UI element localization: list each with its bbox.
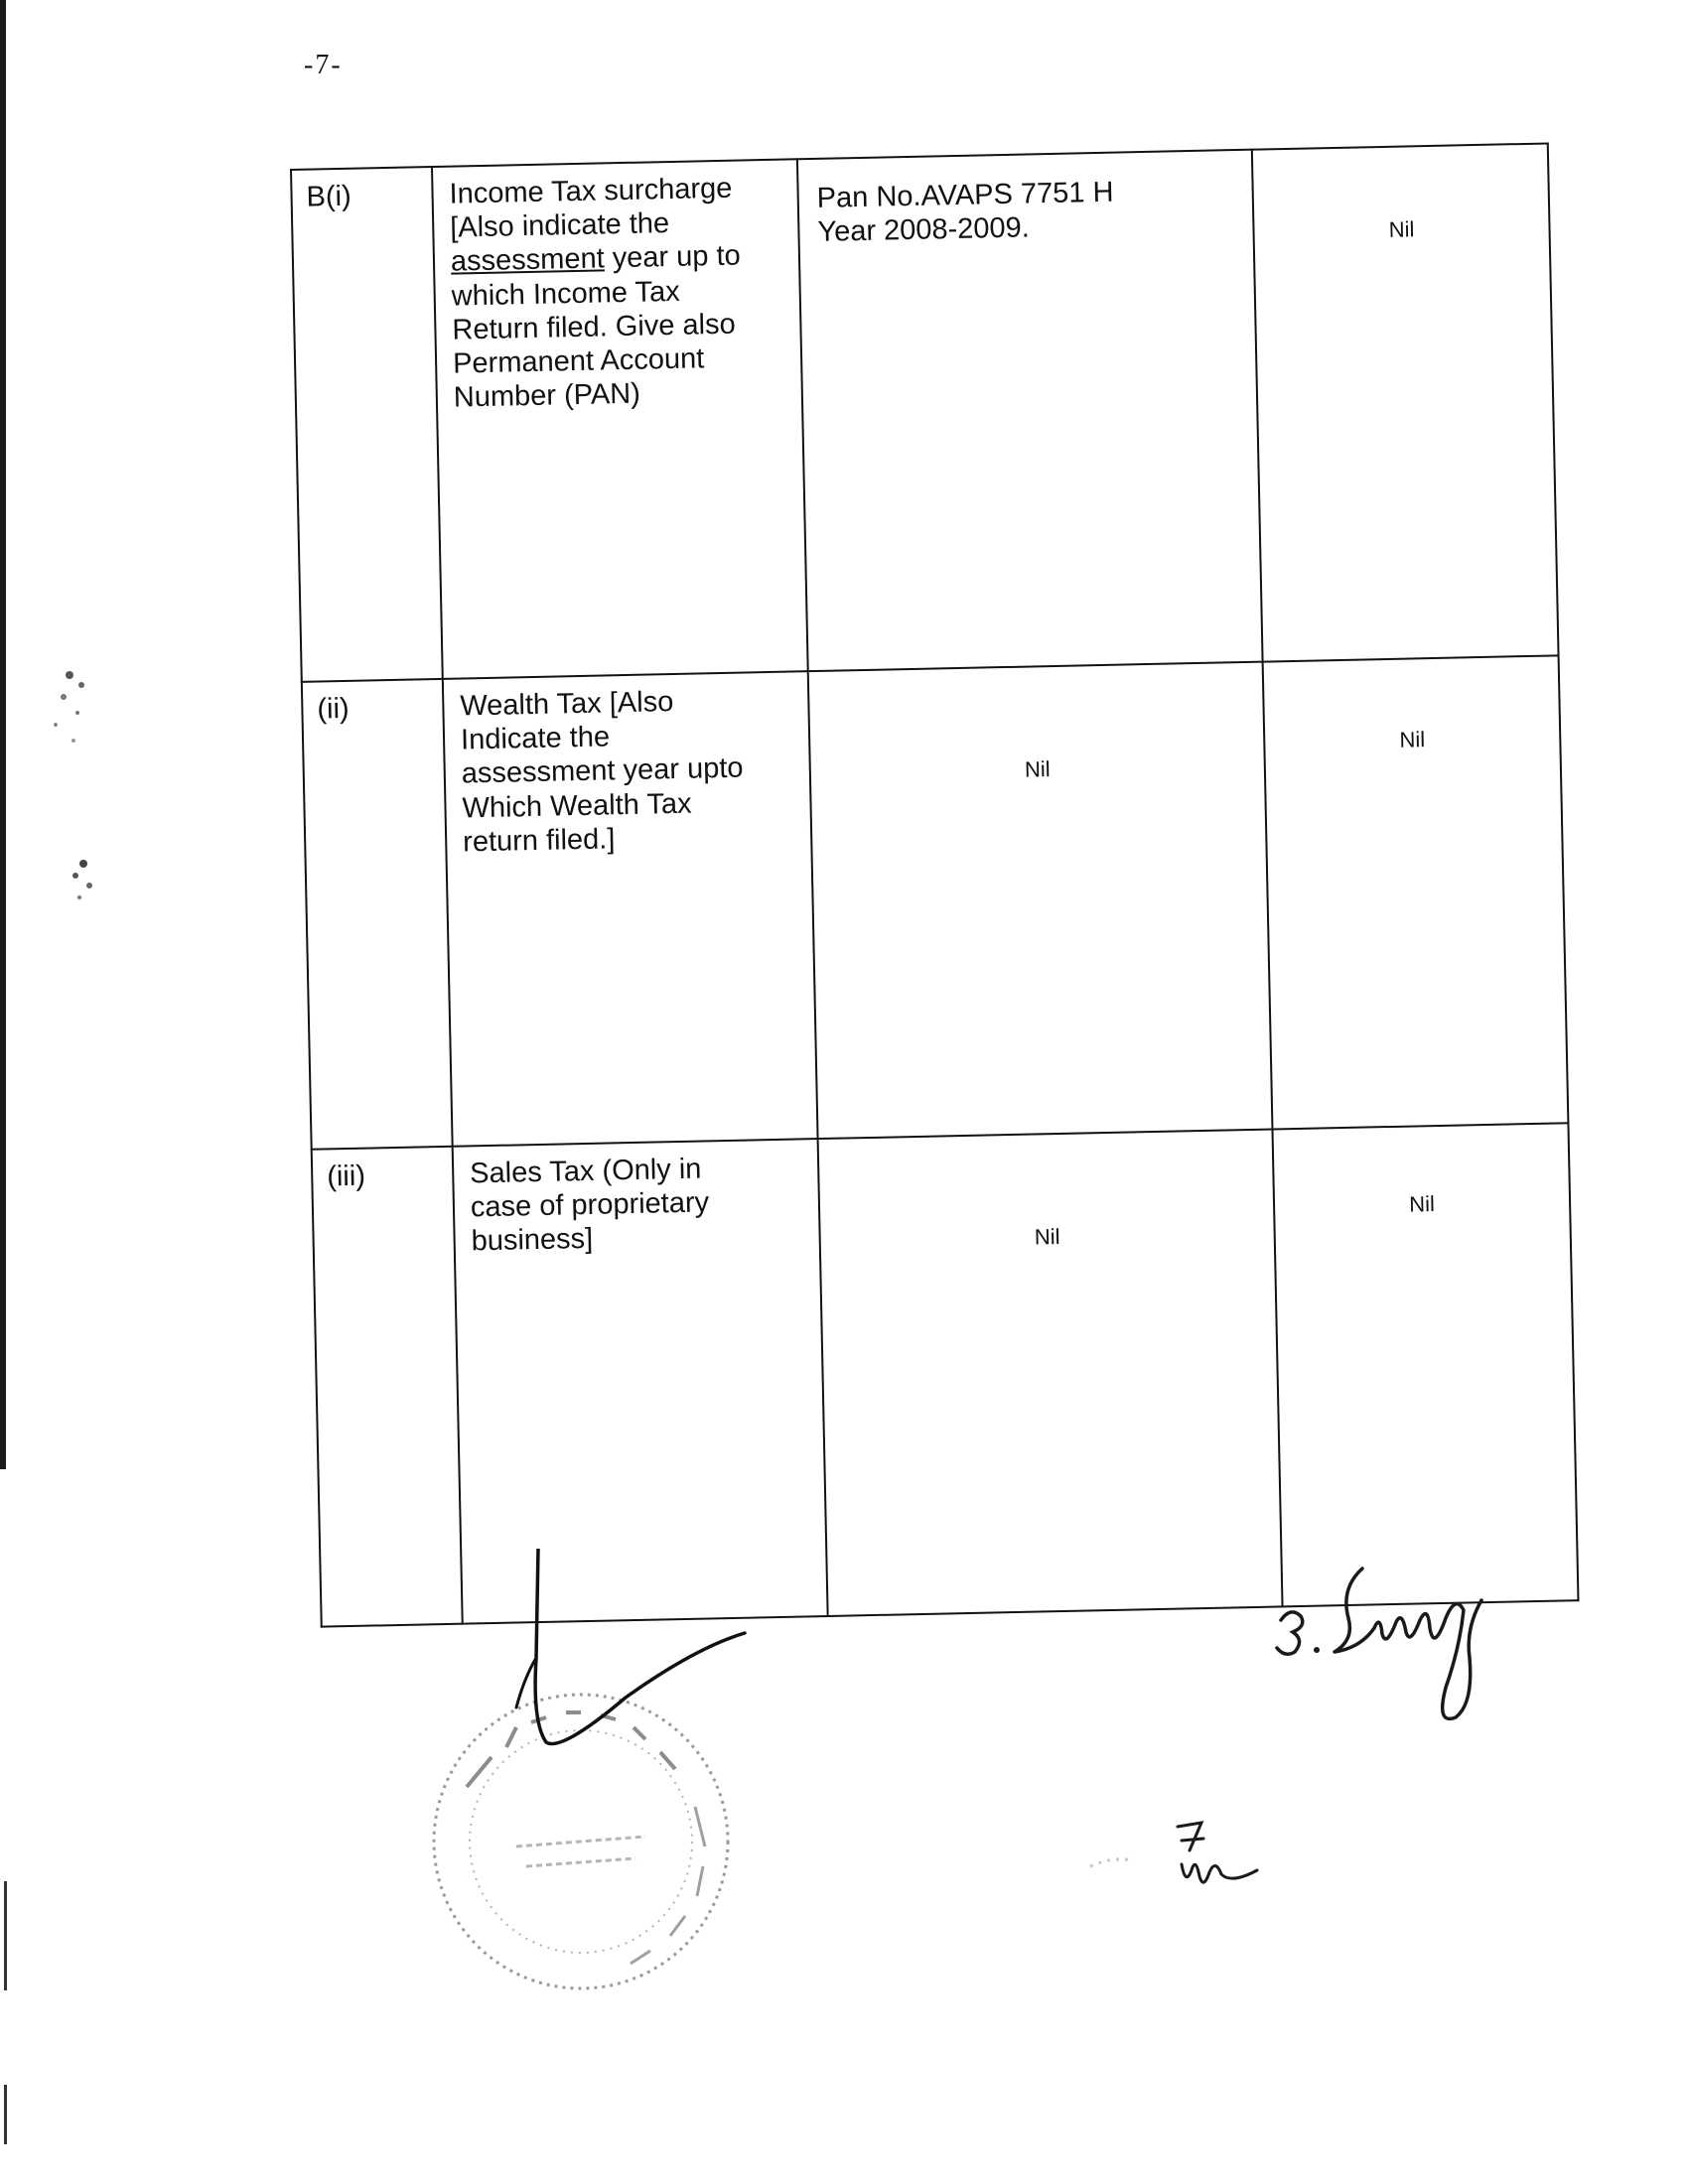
notary-signature-stroke [516,1658,536,1707]
row-description: Sales Tax (Only in case of proprietary business] [469,1153,710,1258]
row-number-cell [302,679,453,1150]
row-description-cell [432,159,808,679]
page-number: -7- [304,50,343,80]
handwritten-signature [1271,1549,1509,1747]
tax-details-table [290,142,1580,1627]
page-left-edge [0,0,6,1469]
signature-stroke [1335,1569,1481,1718]
row-remark: Nil [1388,216,1415,242]
initials-stroke [1182,1864,1257,1882]
row-remark: Nil [1408,1191,1436,1217]
notary-seal-stamp [397,1549,774,2005]
row-detail: Nil [1024,756,1051,782]
row-description-part: year up to which Income Tax Return filed. Give also Permanent Account Number (PAN) [451,239,742,414]
signature-dot [1314,1647,1320,1653]
row-description-cell [443,671,818,1147]
speck [72,873,78,879]
row-detail-cell [797,150,1263,671]
row-detail: Nil [1034,1223,1060,1250]
speck [54,723,58,727]
scan-specks [30,655,119,933]
row-remark-cell [1272,1123,1578,1606]
speck [75,711,79,715]
page-edge-mark [4,1881,7,1990]
seal-lettering-trace [631,1807,705,1964]
speck [71,739,75,743]
row-description-part: Income Tax surcharge [Also indicate the [449,172,733,244]
table-row [302,655,1569,1149]
row-description: Wealth Tax [Also Indicate the assessment year upto Which Wealth Tax return filed.] [460,686,744,859]
signature-stroke [1277,1612,1303,1654]
row-number: (iii) [326,1160,366,1193]
row-remark-cell [1252,143,1559,661]
row-description [449,171,787,416]
speck [77,895,81,899]
row-detail-cell [818,1129,1283,1615]
handwritten-initials [1082,1787,1261,1906]
page-edge-mark [4,2085,7,2144]
table-row [291,143,1559,681]
notary-signature-stroke [535,1549,745,1744]
tax-details-table-wrapper [290,142,1577,1488]
row-remark: Nil [1399,727,1426,752]
row-detail: Pan No.AVAPS 7751 H Year 2008-2009. [816,176,1114,249]
speck [79,860,87,868]
seal-center-text-trace [516,1837,645,1866]
speck [61,694,67,700]
row-detail-cell [808,662,1273,1139]
seal-lettering-trace [467,1712,675,1787]
speck [78,682,84,688]
speck [66,671,73,679]
row-number: B(i) [306,180,352,213]
row-number: (ii) [317,692,350,726]
initials-faint-stroke [1090,1859,1132,1866]
row-remark-cell [1263,655,1569,1129]
speck [86,883,92,888]
initials-stroke [1178,1823,1203,1850]
row-description-underlined: assessment [450,242,606,279]
row-number-cell [291,167,443,682]
